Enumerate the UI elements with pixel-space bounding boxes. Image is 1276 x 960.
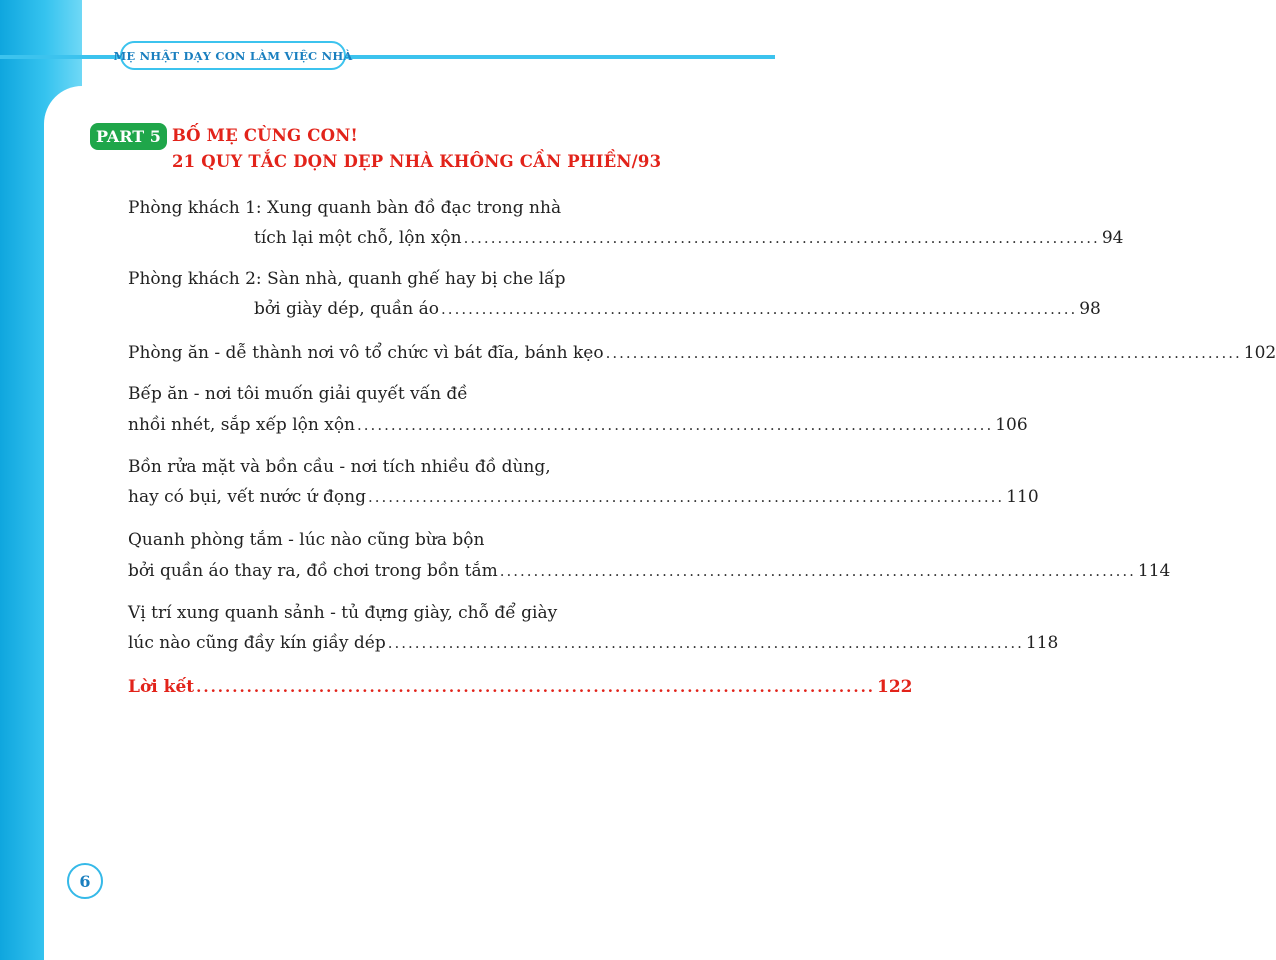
toc-entry-title: Bồn rửa mặt và bồn cầu - nơi tích nhiều đồ dùng, — [128, 457, 551, 477]
leader-dots: .............................................................................................. — [463, 229, 1100, 247]
toc-page-number: 106 — [995, 415, 1028, 435]
toc-entry-title: Quanh phòng tắm - lúc nào cũng bừa bộn — [128, 530, 485, 550]
running-header: MẸ NHẬT DẠY CON LÀM VIỆC NHÀ — [120, 41, 346, 70]
leader-dots: .............................................................................................. — [499, 562, 1136, 580]
leader-dots: .............................................................................................. — [367, 488, 1005, 506]
toc-entry[interactable] — [128, 341, 1276, 365]
toc-entry-title-cont: bởi quần áo thay ra, đồ chơi trong bồn tắm — [128, 561, 498, 581]
toc-entry-title: Bếp ăn - nơi tôi muốn giải quyết vấn đề — [128, 384, 468, 404]
part-badge: PART 5 — [90, 123, 167, 150]
toc-entry[interactable] — [128, 455, 1039, 509]
toc-entry-title: Phòng khách 2: Sàn nhà, quanh ghế hay bị che lấp — [128, 269, 566, 289]
toc-entry-title: Vị trí xung quanh sảnh - tủ đựng giày, chỗ để giày — [128, 603, 558, 623]
page-number: 6 — [67, 863, 103, 899]
toc-entry-title-cont: tích lại một chỗ, lộn xộn — [254, 228, 462, 248]
part-title-line1: BỐ MẸ CÙNG CON! — [172, 126, 358, 145]
toc-page-number: 110 — [1006, 487, 1039, 507]
part-title-line2: 21 QUY TẮC DỌN DẸP NHÀ KHÔNG CẦN PHIỀN/93 — [172, 152, 662, 171]
toc-page-number: 118 — [1025, 633, 1059, 653]
toc-entry-conclusion[interactable] — [128, 675, 913, 699]
leader-dots: .............................................................................................. — [357, 416, 994, 434]
toc-entry[interactable] — [128, 382, 1028, 437]
toc-entry-title: Phòng ăn - dễ thành nơi vô tổ chức vì bát đĩa, bánh kẹo — [128, 343, 604, 363]
toc-entry-title-cont: nhồi nhét, sắp xếp lộn xộn — [128, 415, 356, 435]
leader-dots: .............................................................................................. — [605, 344, 1242, 362]
toc-entry-title-cont: hay có bụi, vết nước ứ đọng — [128, 487, 366, 507]
toc-entry-title-cont: lúc nào cũng đầy kín giầy dép — [128, 633, 386, 653]
toc-entry[interactable] — [128, 196, 1124, 250]
toc-entry-title-cont: bởi giày dép, quần áo — [254, 299, 440, 319]
toc-page-number: 114 — [1137, 561, 1171, 581]
leader-dots: .............................................................................................. — [196, 678, 876, 696]
toc-page-number: 102 — [1243, 343, 1276, 363]
leader-dots: .............................................................................................. — [441, 300, 1078, 318]
leader-dots: .............................................................................................. — [387, 634, 1024, 652]
toc-entry[interactable] — [128, 267, 1101, 321]
toc-page-number: 94 — [1101, 228, 1124, 248]
toc-entry[interactable] — [128, 601, 1059, 655]
toc-entry[interactable] — [128, 528, 1171, 583]
toc-entry-title: Phòng khách 1: Xung quanh bàn đồ đạc trong nhà — [128, 198, 562, 218]
toc-entry-title: Lời kết — [128, 677, 195, 697]
toc-page-number: 98 — [1079, 299, 1101, 319]
toc-page-number: 122 — [877, 677, 913, 697]
